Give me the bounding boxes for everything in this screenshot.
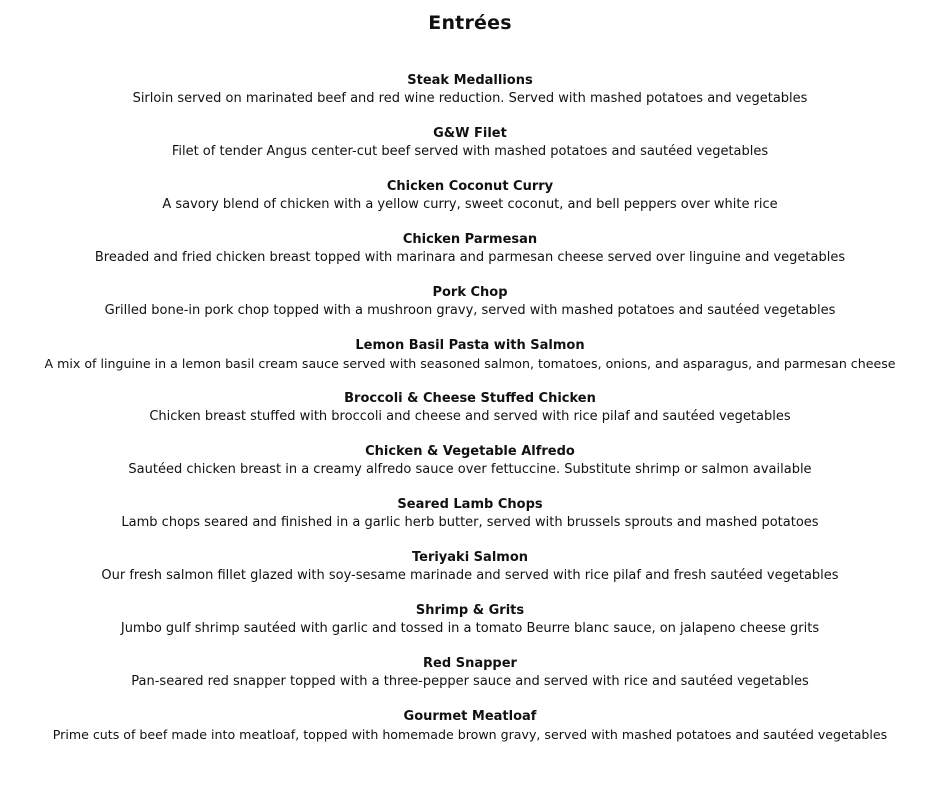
menu-item-steak-medallions [0, 72, 940, 123]
item-description: Grilled bone-in pork chop topped with a mushroon gravy, served with mashed potatoes and sautéed vegetables [104, 303, 836, 318]
item-description: A savory blend of chicken with a yellow curry, sweet coconut, and bell peppers over white rice [162, 197, 778, 212]
menu-item-shrimp-grits [0, 602, 940, 653]
menu-item-seared-lamb-chops [0, 496, 940, 547]
item-name: Gourmet Meatloaf [403, 709, 537, 724]
item-name: G&W Filet [433, 126, 507, 141]
item-name: Chicken Coconut Curry [386, 179, 554, 194]
entree-list [0, 70, 940, 759]
item-description: Our fresh salmon fillet glazed with soy-sesame marinade and served with rice pilaf and fresh sautéed vegetables [101, 568, 839, 583]
item-description: Jumbo gulf shrimp sautéed with garlic and tossed in a tomato Beurre blanc sauce, on jalapeno cheese grits [120, 621, 820, 636]
item-description: Breaded and fried chicken breast topped with marinara and parmesan cheese served over linguine and vegetables [94, 250, 846, 265]
item-name: Chicken & Vegetable Alfredo [365, 444, 575, 459]
menu-item-chicken-coconut-curry [0, 178, 940, 229]
item-name: Steak Medallions [407, 73, 533, 88]
item-name: Chicken Parmesan [402, 232, 538, 247]
item-description: Prime cuts of beef made into meatloaf, topped with homemade brown gravy, served with mashed potatoes and sautéed vegetables [52, 727, 888, 742]
item-description: Filet of tender Angus center-cut beef served with mashed potatoes and sautéed vegetables [171, 144, 769, 159]
page-title: Entrées [428, 12, 512, 34]
menu-item-red-snapper [0, 655, 940, 706]
menu-item-gourmet-meatloaf [0, 708, 940, 759]
item-description: A mix of linguine in a lemon basil cream sauce served with seasoned salmon, tomatoes, onions, and asparagus, and parmesan cheese [44, 356, 896, 371]
menu-item-chicken-vegetable-alfredo [0, 443, 940, 494]
item-description: Chicken breast stuffed with broccoli and cheese and served with rice pilaf and sautéed vegetables [149, 409, 791, 424]
item-description: Sirloin served on marinated beef and red wine reduction. Served with mashed potatoes and vegetables [132, 91, 808, 106]
item-description: Lamb chops seared and finished in a garlic herb butter, served with brussels sprouts and mashed potatoes [121, 515, 819, 530]
item-name: Red Snapper [423, 656, 517, 671]
item-name: Teriyaki Salmon [411, 550, 529, 565]
item-description: Sautéed chicken breast in a creamy alfredo sauce over fettuccine. Substitute shrimp or salmon available [128, 462, 812, 477]
menu-item-lemon-basil-pasta [0, 337, 940, 388]
menu-item-pork-chop [0, 284, 940, 335]
menu-item-teriyaki-salmon [0, 549, 940, 600]
item-name: Lemon Basil Pasta with Salmon [355, 338, 585, 353]
item-name: Broccoli & Cheese Stuffed Chicken [344, 391, 596, 406]
menu-item-gw-filet [0, 125, 940, 176]
item-name: Pork Chop [432, 285, 508, 300]
menu-item-broccoli-cheese-chicken [0, 390, 940, 441]
item-description: Pan-seared red snapper topped with a three-pepper sauce and served with rice and sautéed vegetables [131, 674, 809, 689]
menu-item-chicken-parmesan [0, 231, 940, 282]
item-name: Seared Lamb Chops [397, 497, 543, 512]
item-name: Shrimp & Grits [415, 603, 525, 618]
